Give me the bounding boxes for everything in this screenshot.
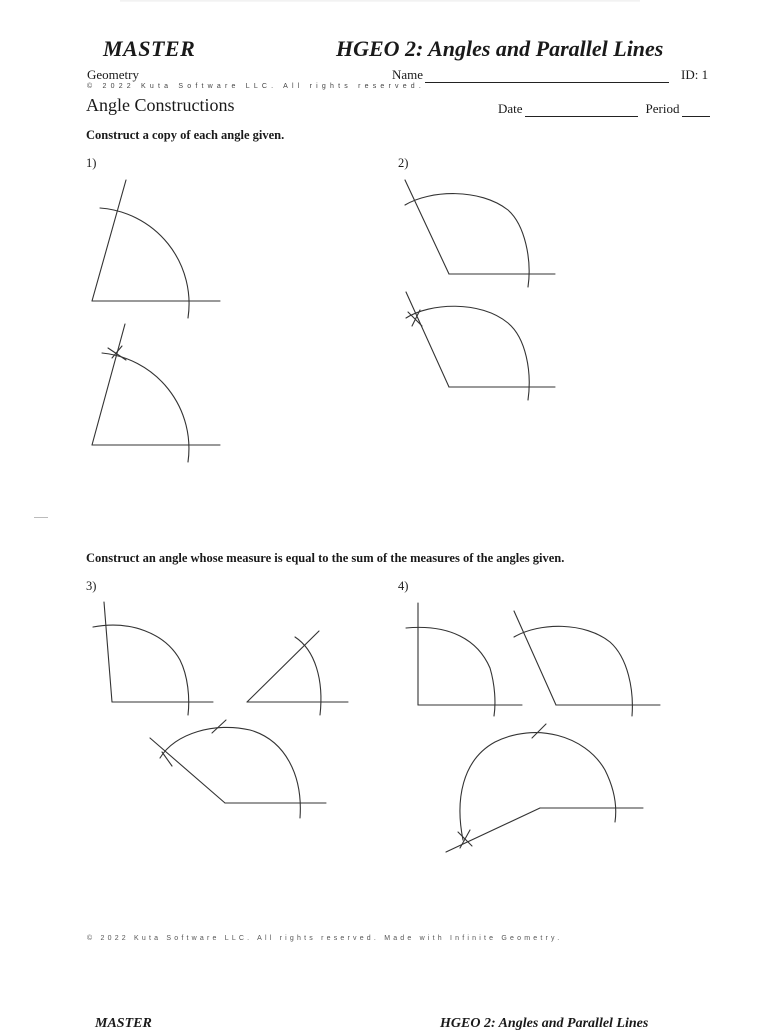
period-label: Period (645, 101, 680, 116)
name-label: Name (392, 67, 424, 82)
problem-2-given-angle (405, 180, 555, 287)
problem-3-constructed-angle (150, 720, 326, 818)
instruction-copy-angle: Construct a copy of each angle given. (86, 128, 285, 142)
problem-4-constructed-angle (446, 724, 643, 852)
angle-ray (92, 324, 125, 445)
problem-1-given-angle (92, 180, 220, 318)
construction-arc (295, 637, 321, 715)
instruction-sum-of-angles: Construct an angle whose measure is equal to the sum of the measures of the angles given. (86, 551, 565, 565)
arc-intersection-mark (212, 720, 226, 733)
handwritten-master-label: MASTER (103, 36, 196, 61)
angle-ray (247, 631, 319, 702)
problem-number-3: 3) (86, 579, 97, 593)
date-label: Date (498, 101, 523, 116)
arc-intersection-mark (162, 752, 172, 766)
angle-ray (104, 602, 112, 702)
next-page-title: HGEO 2: Angles and Parallel Lines (440, 1016, 649, 1031)
worksheet-id: ID: 1 (681, 67, 709, 82)
footer-copyright: © 2022 Kuta Software LLC. All rights reserved. Made with Infinite Geometry. (87, 935, 563, 942)
next-page-master-label: MASTER (95, 1016, 152, 1031)
course-name: Geometry (87, 67, 139, 82)
construction-arc (514, 626, 632, 716)
section-title: Angle Constructions (86, 95, 235, 115)
problem-4-given-angle-b (514, 611, 660, 716)
problem-4-given-angle-a (406, 603, 522, 716)
angle-ray (514, 611, 556, 705)
problem-number-1: 1) (86, 156, 97, 170)
construction-arc (160, 727, 300, 818)
arc-intersection-mark (532, 724, 546, 738)
angle-ray (92, 180, 126, 301)
header-copyright: © 2022 Kuta Software LLC. All rights reserved. (87, 83, 426, 90)
construction-arc (460, 733, 616, 840)
construction-arc (102, 353, 189, 462)
problem-number-2: 2) (398, 156, 409, 170)
problem-1-constructed-angle (92, 324, 220, 462)
angle-ray (150, 738, 225, 803)
problem-2-constructed-angle (406, 292, 555, 400)
construction-arc (406, 306, 529, 400)
problem-number-4: 4) (398, 579, 409, 593)
construction-arc (406, 627, 495, 716)
handwritten-worksheet-title: HGEO 2: Angles and Parallel Lines (336, 36, 664, 61)
construction-arc (405, 194, 529, 287)
problem-3-given-angle-a (93, 602, 213, 715)
problem-3-given-angle-b (247, 631, 348, 715)
